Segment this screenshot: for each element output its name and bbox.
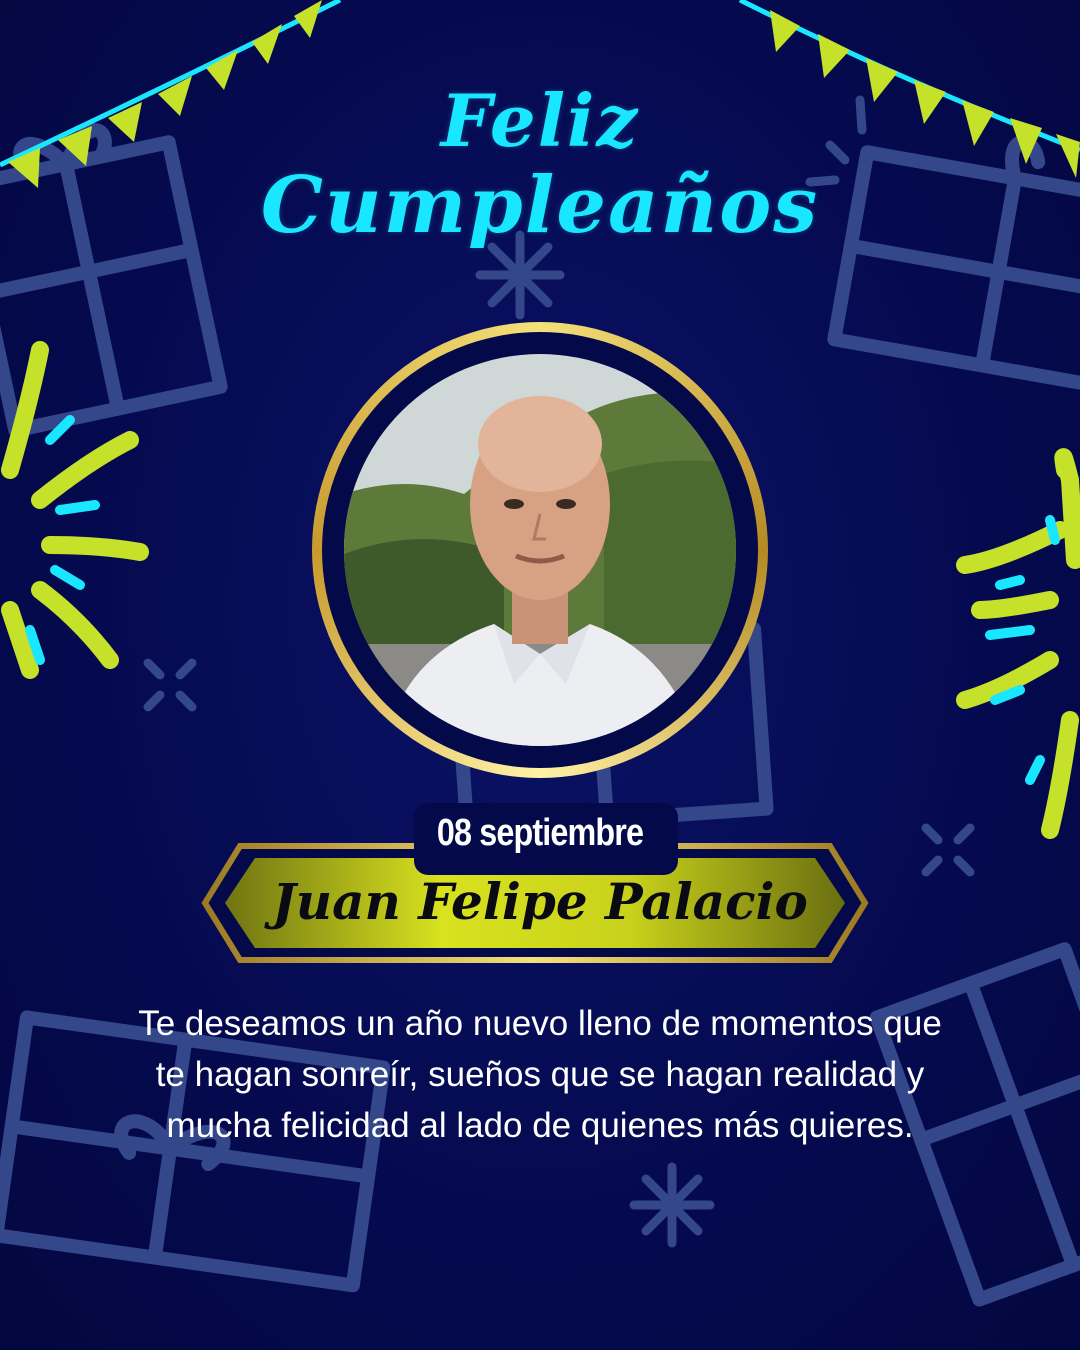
- title-feliz: Feliz: [440, 78, 640, 163]
- photo-frame: [312, 322, 768, 778]
- message-line-3: mucha felicidad al lado de quienes más quieres.: [166, 1106, 914, 1145]
- honoree-name: Juan Felipe Palacio: [272, 872, 808, 931]
- message-line-2: te hagan sonreír, sueños que se hagan realidad y: [155, 1055, 925, 1094]
- birthday-date: 08 septiembre: [436, 812, 644, 854]
- portrait-photo: [344, 354, 736, 746]
- portrait-illustration: [344, 354, 736, 746]
- birthday-message: [90, 998, 990, 1151]
- message-line-1: Te deseamos un año nuevo lleno de momentos que: [138, 1004, 942, 1043]
- firework-burst-right-icon: [965, 457, 1075, 830]
- title-cumpleanos: Cumpleaños: [260, 160, 820, 251]
